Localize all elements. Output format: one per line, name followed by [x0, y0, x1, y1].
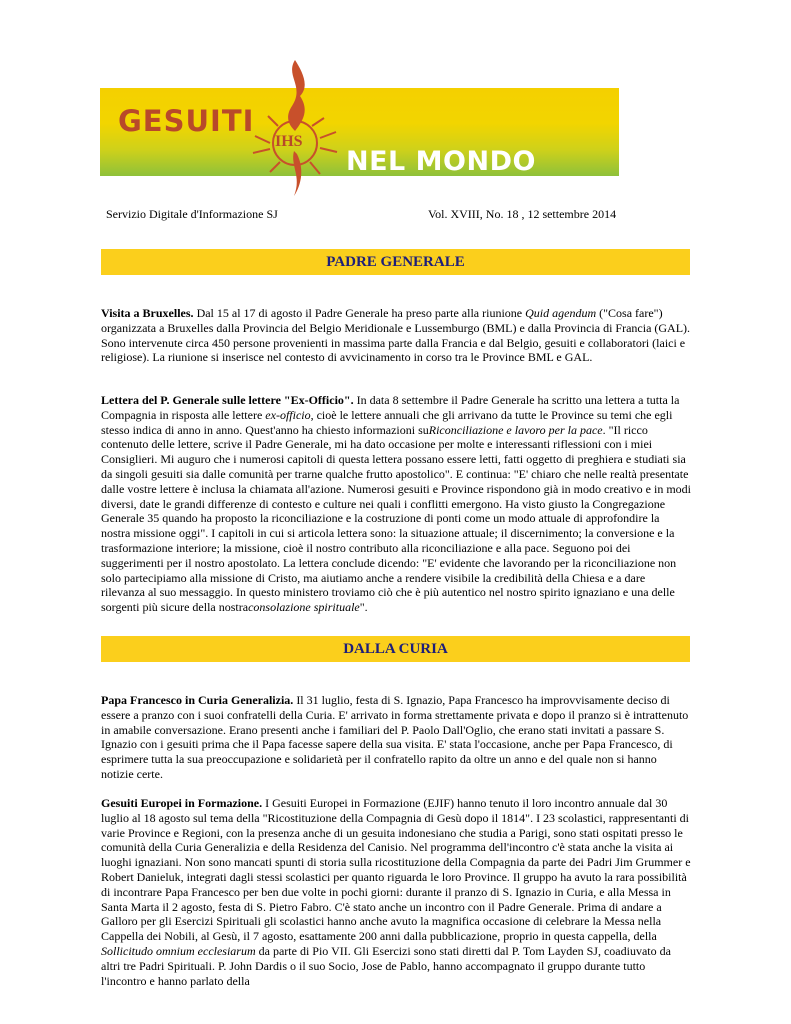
article-lettera-generale: Lettera del P. Generale sulle lettere "Ex-Officio". In data 8 settembre il Padre Generale ha scritto una lettera a tutta la Compagnia in risposta alle lettere ex-officio, cioè le lettere annuali che gli arrivano da tutte le Province su temi che egli stesso indica di anno in anno. Quest'anno ha chiesto informazioni suRiconciliazione e lavoro per la pace. "Il ricco contenuto delle lettere, scrive il Padre Generale, mi ha dato occasione per molte e interessanti riflessioni con i miei Consiglieri. Mi auguro che i numerosi capitoli di questa lettera possano essere letti, fatti oggetto di preghiera e studiati sia da singoli gesuiti sia dalle comunità per trarne qualche frutto apostolico". E continua: "E' chiaro che nelle realtà presentate dalle vostre lettere è inclusa la chiamata all'azione. Numerosi gesuiti e Province rispondono già in modo creativo e in modi diversi, date le grandi differenze di contesto e culture nei quali i conflitti emergono. Ha visto giusto la Congregazione Generale 35 quando ha proposto la riconciliazione e la costruzione di ponti come un modo attuale di approfondire la nostra missione oggi". I capitoli in cui si articola lettera sono: la situazione attuale; il discernimento; la conversione e la trasformazione interiore; la missione, cioè il nostro contributo alla riconciliazione e alla pace. Seguono poi dei suggerimenti per il nostro apostolato. La lettera conclude dicendo: "E' evidente che lavorando per la riconciliazione non solo partecipiamo alla missione di Cristo, ma aiutiamo anche a rendere visibile la credibilità della Chiesa e a dare rilevanza al suo messaggio. In questo ministero troviamo ciò che è più autentico nel nostro spirito ignaziano e una delle sorgenti più sicure della nostraconsolazione spirituale".	[101, 393, 691, 615]
article-heading: Visita a Bruxelles.	[101, 306, 194, 320]
article-heading: Gesuiti Europei in Formazione.	[101, 796, 263, 810]
service-label: Servizio Digitale d'Informazione SJ	[106, 207, 278, 221]
volume-info: Vol. XVIII, No. 18 , 12 settembre 2014	[428, 207, 617, 221]
flame-emblem-icon	[250, 56, 340, 201]
section-title-padre-generale: PADRE GENERALE	[101, 249, 690, 275]
article-visita-bruxelles: Visita a Bruxelles. Dal 15 al 17 di agosto il Padre Generale ha preso parte alla riunione Quid agendum ("Cosa fare") organizzata a Bruxelles dalla Provincia del Belgio Meridionale e Lussemburgo (BML) e dalla Provincia di Francia (GAL). Sono intervenute circa 450 persone provenienti in massima parte dalla Francia e dal Belgio, gesuiti e collaboratori (laici e religiose). La riunione si inserisce nel contesto di avvicinamento in corso tra le Province BML e GAL.	[101, 306, 691, 365]
article-gesuiti-europei: Gesuiti Europei in Formazione. I Gesuiti Europei in Formazione (EJIF) hanno tenuto il loro incontro annuale dal 30 luglio al 18 agosto sul tema della "Ricostituzione della Compagnia di Gesù dopo il 1814". I 23 scolastici, rappresentanti di varie Province e Regioni, con la presenza anche di un gesuita indonesiano che studia a Parigi, sono stati ospitati presso le comunità della Curia Generalizia e della Residenza del Canisio. Nel programma dell'incontro c'è stata anche la visita ai luoghi ignaziani. Non sono mancati spunti di storia sulla ricostituzione della Compagnia da parte dei Padri Jim Grummer e Robert Danieluk, integrati dagli stessi scolastici per quanto riguarda le loro Province. Il gruppo ha avuto la rara possibilità di incontrare Papa Francesco per ben due volte in pochi giorni: durante il pranzo di S. Ignazio in Curia, e alla Messa in Santa Marta il 2 agosto, festa di S. Pietro Fabro. C'è stato anche un incontro con il Padre Generale. Prima di andare a Galloro per gli Esercizi Spirituali gli scolastici hanno anche avuto la magnifica occasione di celebrare la Messa nella Cappella dei Nobili, al Gesù, il 7 agosto, esattamente 200 anni dalla pubblicazione, proprio in questa cappella, della Sollicitudo omnium ecclesiarum da parte di Pio VII. Gli Esercizi sono stati diretti dal P. Tom Layden SJ, coadiuvato da altri tre Padri Spirituali. P. John Dardis o il suo Socio, Jose de Pablo, hanno accompagnato il gruppo durante tutto l'incontro e hanno parlato della	[101, 796, 691, 988]
article-papa-curia: Papa Francesco in Curia Generalizia. Il 31 luglio, festa di S. Ignazio, Papa Francesco ha improvvisamente deciso di essere a pranzo con i suoi confratelli della Curia. E' arrivato in forma strettamente privata e dopo il pranzo si è intrattenuto in amabile conversazione. Erano presenti anche i familiari del P. Paolo Dall'Oglio, che erano stati invitati a passare S. Ignazio con i gesuiti prima che il Papa facesse sapere della sua visita. E' stata l'occasione, anche per Papa Francesco, di esprimere tutta la sua preoccupazione e solidarietà per il confratello rapito da oltre un anno e del quale non si hanno notizie certe.	[101, 693, 689, 781]
brand-title-left: GESUITI	[118, 104, 255, 138]
article-heading: Papa Francesco in Curia Generalizia.	[101, 693, 294, 707]
ihs-monogram: IHS	[275, 133, 303, 150]
section-title-dalla-curia: DALLA CURIA	[101, 636, 690, 662]
article-heading: Lettera del P. Generale sulle lettere "Ex-Officio".	[101, 393, 354, 407]
brand-title-right: NEL MONDO	[346, 146, 536, 177]
